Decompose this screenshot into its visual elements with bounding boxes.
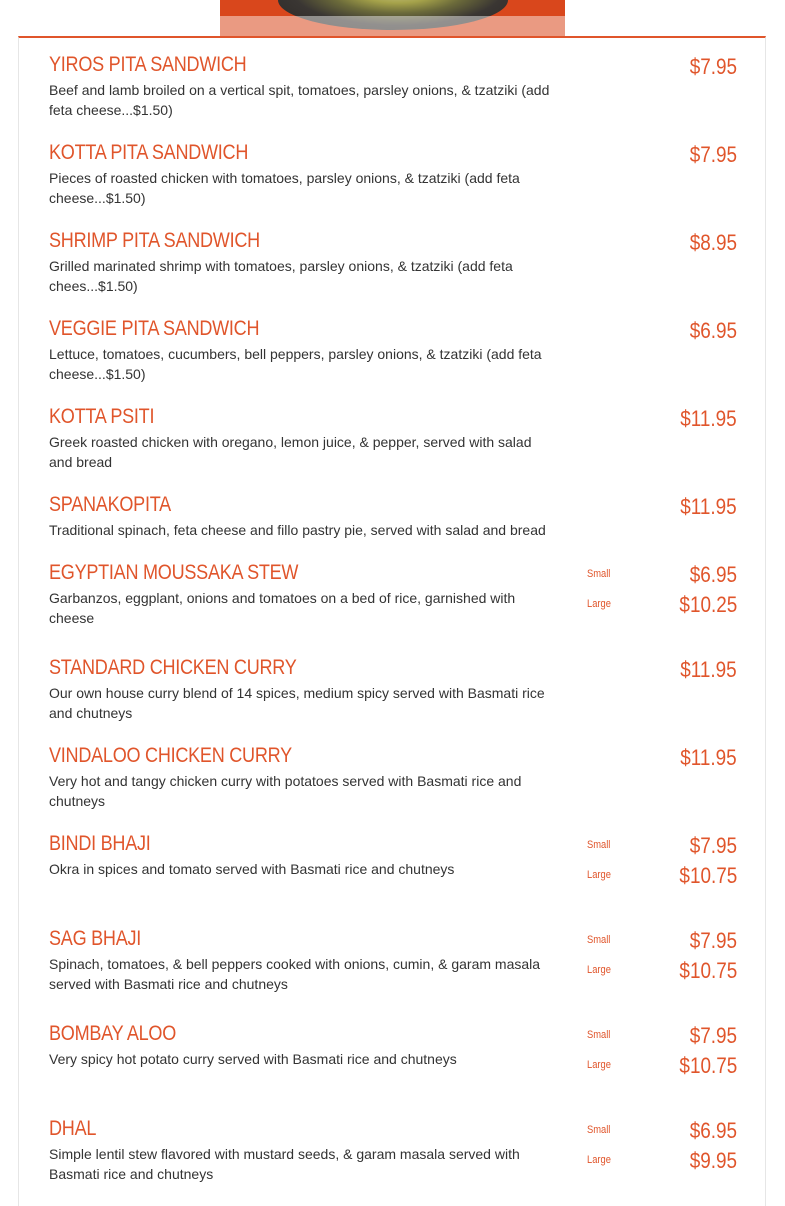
item-name: VINDALOO CHICKEN CURRY — [49, 744, 292, 767]
item-price-large: $10.75 — [679, 958, 737, 983]
size-small-label: Small — [587, 934, 611, 946]
size-small-label: Small — [587, 839, 611, 851]
item-price: $11.95 — [680, 494, 737, 519]
item-description: Our own house curry blend of 14 spices, medium spicy served with Basmati rice and chutneys — [49, 685, 545, 721]
size-large-label: Large — [587, 598, 611, 610]
item-name: KOTTA PITA SANDWICH — [49, 141, 249, 164]
item-description: Simple lentil stew flavored with mustard seeds, & garam masala served with Basmati rice and chutneys — [49, 1146, 520, 1182]
item-price: $11.95 — [680, 745, 737, 770]
item-price: $7.95 — [689, 142, 737, 167]
item-name: SAG BHAJI — [49, 927, 142, 950]
item-price: $6.95 — [689, 318, 737, 343]
item-price: $11.95 — [680, 657, 737, 682]
item-description: Very spicy hot potato curry served with Basmati rice and chutneys — [49, 1051, 457, 1067]
item-price-small: $6.95 — [689, 562, 737, 587]
size-small-label: Small — [587, 1124, 611, 1136]
item-description: Very hot and tangy chicken curry with potatoes served with Basmati rice and chutneys — [49, 773, 522, 809]
item-name: VEGGIE PITA SANDWICH — [49, 317, 260, 340]
item-name: DHAL — [49, 1117, 97, 1140]
size-large-label: Large — [587, 869, 611, 881]
item-description: Grilled marinated shrimp with tomatoes, parsley onions, & tzatziki (add feta chees...$1.50) — [49, 258, 513, 294]
item-price-small: $6.95 — [689, 1118, 737, 1143]
item-name: BOMBAY ALOO — [49, 1022, 176, 1045]
item-description: Garbanzos, eggplant, onions and tomatoes on a bed of rice, garnished with cheese — [49, 590, 516, 626]
item-name: STANDARD CHICKEN CURRY — [49, 656, 297, 679]
size-small-label: Small — [587, 568, 611, 580]
item-name: SHRIMP PITA SANDWICH — [49, 229, 260, 252]
item-description: Lettuce, tomatoes, cucumbers, bell peppers, parsley onions, & tzatziki (add feta cheese...$1.50) — [49, 346, 542, 382]
item-price-large: $10.75 — [679, 863, 737, 888]
item-price-small: $7.95 — [689, 928, 737, 953]
item-price-large: $10.25 — [679, 592, 737, 617]
item-price-large: $9.95 — [689, 1148, 737, 1173]
item-price-small: $7.95 — [689, 833, 737, 858]
item-price: $7.95 — [689, 54, 737, 79]
item-description: Beef and lamb broiled on a vertical spit, tomatoes, parsley onions, & tzatziki (add feta cheese...$1.50) — [49, 82, 550, 118]
size-large-label: Large — [587, 964, 611, 976]
item-name: KOTTA PSITI — [49, 405, 155, 428]
size-large-label: Large — [587, 1154, 611, 1166]
item-name: EGYPTIAN MOUSSAKA STEW — [49, 561, 299, 584]
item-price-small: $7.95 — [689, 1023, 737, 1048]
item-description: Traditional spinach, feta cheese and fillo pastry pie, served with salad and bread — [49, 522, 546, 538]
size-large-label: Large — [587, 1059, 611, 1071]
item-name: BINDI BHAJI — [49, 832, 151, 855]
item-price-large: $10.75 — [679, 1053, 737, 1078]
item-name: SPANAKOPITA — [49, 493, 171, 516]
item-price: $11.95 — [680, 406, 737, 431]
item-price: $8.95 — [689, 230, 737, 255]
item-description: Okra in spices and tomato served with Basmati rice and chutneys — [49, 861, 455, 877]
item-description: Pieces of roasted chicken with tomatoes, parsley onions, & tzatziki (add feta cheese...$1.50) — [49, 170, 520, 206]
size-small-label: Small — [587, 1029, 611, 1041]
item-name: YIROS PITA SANDWICH — [49, 53, 247, 76]
food-photo — [220, 0, 565, 36]
item-description: Spinach, tomatoes, & bell peppers cooked with onions, cumin, & garam masala served with Basmati rice and chutneys — [49, 956, 541, 992]
menu-list — [18, 36, 766, 1206]
item-description: Greek roasted chicken with oregano, lemon juice, & pepper, served with salad and bread — [49, 434, 532, 470]
